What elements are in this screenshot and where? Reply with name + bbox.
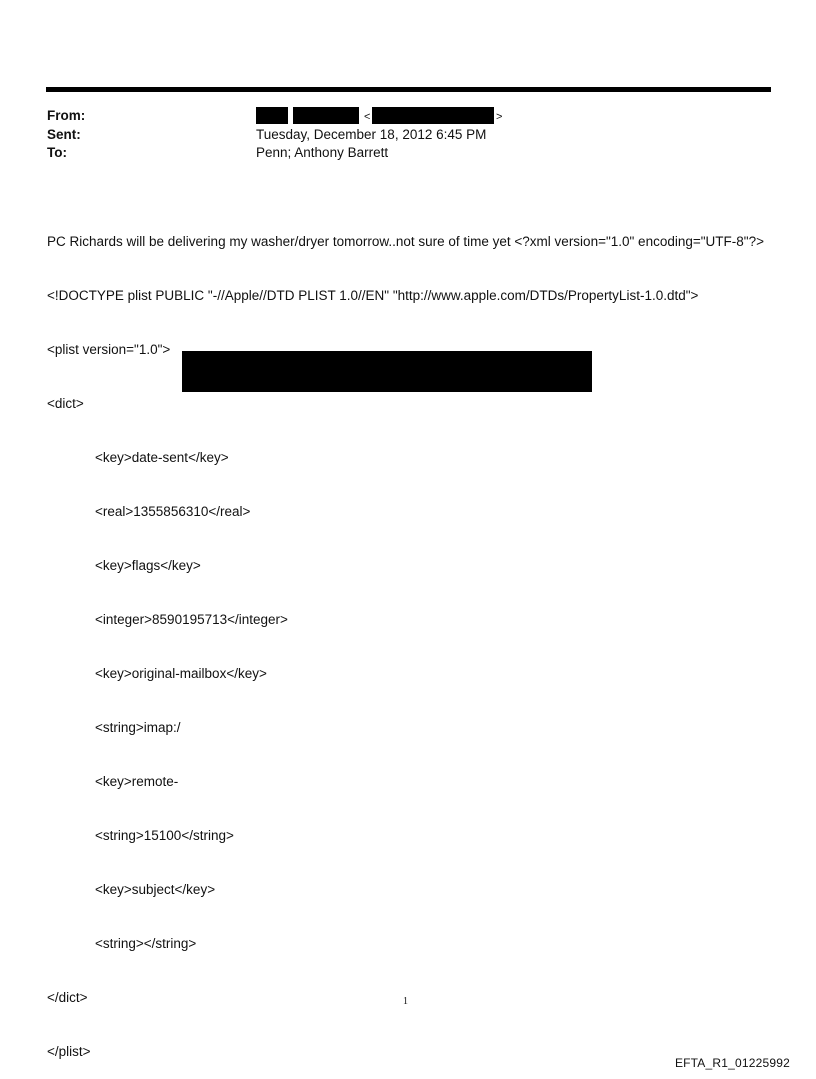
body-line: <key>original-mailbox</key> [95, 666, 267, 681]
body-line: <dict> [47, 396, 84, 411]
from-open-bracket: < [364, 111, 371, 123]
to-label: To: [47, 145, 67, 160]
redaction-from-email [372, 107, 494, 124]
redaction-from-last [293, 107, 359, 124]
body-line: <plist version="1.0"> [47, 342, 171, 357]
email-body [47, 197, 764, 1079]
body-line: <key>flags</key> [95, 558, 201, 573]
body-line: <string>imap:/ [95, 720, 181, 735]
body-line: <string>15100</string> [95, 828, 234, 843]
body-line: </plist> [47, 1044, 91, 1059]
header-rule [46, 87, 771, 92]
sent-value: Tuesday, December 18, 2012 6:45 PM [256, 127, 487, 142]
body-line: <string></string> [95, 936, 197, 951]
body-line: <real>1355856310</real> [95, 504, 251, 519]
body-line: <!DOCTYPE plist PUBLIC "-//Apple//DTD PLIST 1.0//EN" "http://www.apple.com/DTDs/PropertyList-1.0.dtd"> [47, 288, 699, 303]
redaction-from-first [256, 107, 288, 124]
redaction-block-body [182, 351, 592, 392]
sent-label: Sent: [47, 127, 81, 142]
body-line: <integer>8590195713</integer> [95, 612, 288, 627]
body-line: <key>remote- [95, 774, 179, 789]
page-number: 1 [403, 996, 408, 1007]
from-close-bracket: > [496, 111, 503, 123]
to-value: Penn; Anthony Barrett [256, 145, 389, 160]
body-line: <key>date-sent</key> [95, 450, 229, 465]
from-label: From: [47, 108, 86, 123]
document-id: EFTA_R1_01225992 [674, 1056, 790, 1070]
body-line: </dict> [47, 990, 88, 1005]
body-line: <key>subject</key> [95, 882, 216, 897]
body-line: PC Richards will be delivering my washer/dryer tomorrow..not sure of time yet <?xml version="1.0" encoding="UTF-8"?> [47, 234, 764, 249]
